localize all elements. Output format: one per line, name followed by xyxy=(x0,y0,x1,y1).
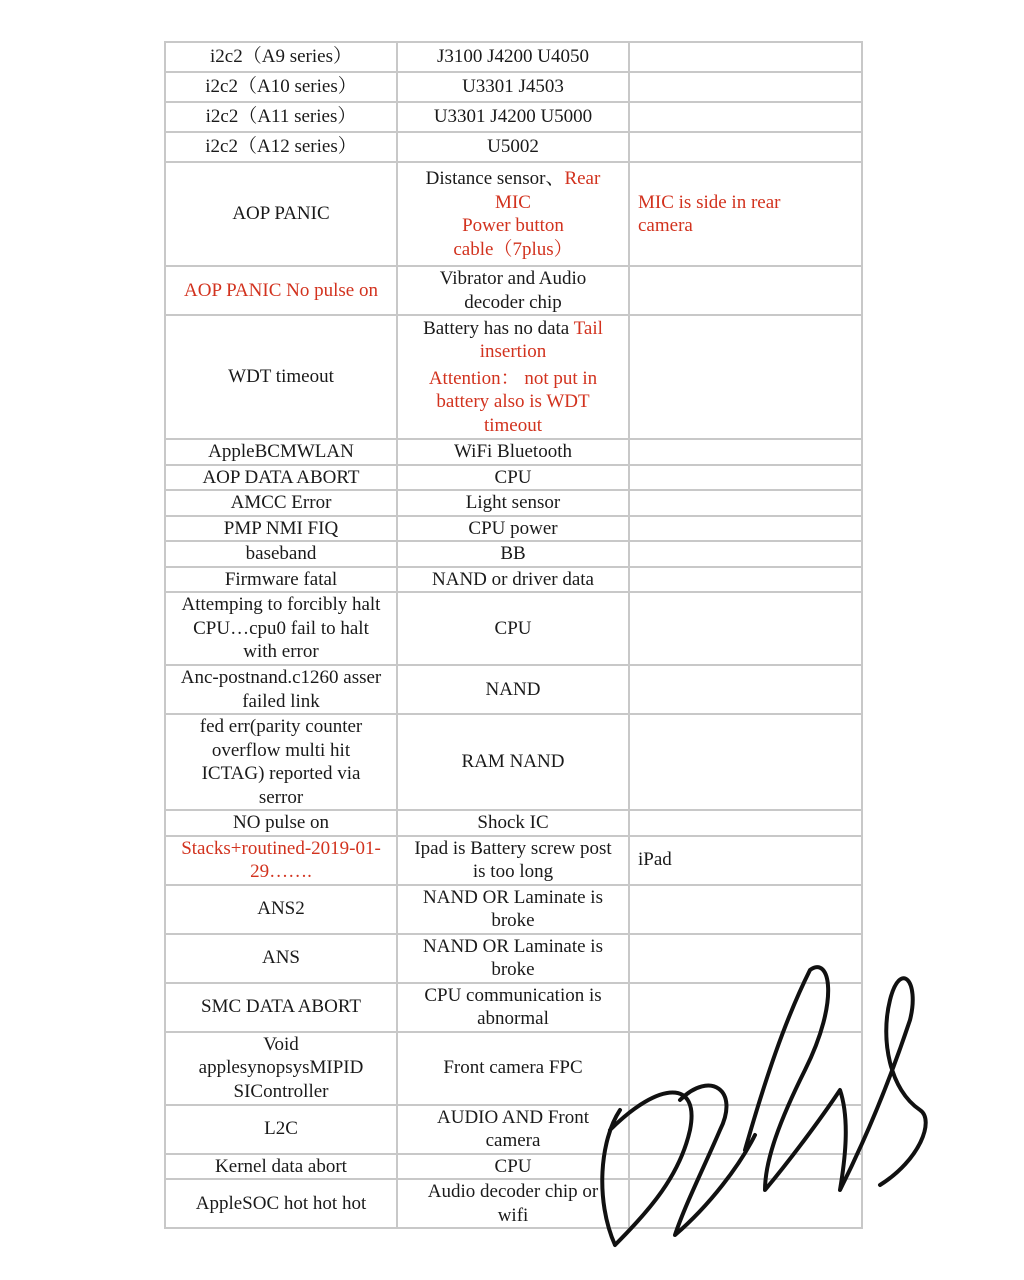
table-row xyxy=(165,1154,862,1180)
note-cell xyxy=(629,465,862,491)
cause-text: decoder chip xyxy=(464,291,562,313)
error-cell: AMCC Error xyxy=(165,490,397,516)
note-cell xyxy=(629,490,862,516)
note-cell xyxy=(629,1154,862,1180)
note-cell xyxy=(629,885,862,934)
cause-cell xyxy=(397,315,629,439)
cause-cell xyxy=(397,983,629,1032)
error-text: ICTAG) reported via xyxy=(201,763,361,784)
error-text: CPU…cpu0 fail to halt xyxy=(193,617,369,639)
cause-text: CPU communication is xyxy=(424,984,602,1006)
table-row xyxy=(165,439,862,465)
cause-cell xyxy=(397,934,629,983)
cause-text: Distance sensor、 xyxy=(425,168,565,189)
error-cell: i2c2（A12 series） xyxy=(165,132,397,162)
cause-highlight: MIC xyxy=(495,191,531,213)
error-cell: ANS xyxy=(165,934,397,983)
cause-text: camera xyxy=(485,1130,541,1151)
error-cell xyxy=(165,665,397,714)
note-cell xyxy=(629,516,862,542)
cause-text: Audio decoder chip or xyxy=(427,1181,599,1202)
cause-text: abnormal xyxy=(477,1008,549,1029)
error-cell xyxy=(165,1032,397,1105)
table-row xyxy=(165,490,862,516)
note-cell xyxy=(629,266,862,315)
cause-cell: Shock IC xyxy=(397,810,629,836)
note-cell xyxy=(629,934,862,983)
cause-cell: CPU xyxy=(397,465,629,491)
table-row xyxy=(165,1032,862,1105)
cause-text: broke xyxy=(491,910,535,931)
cause-text: is too long xyxy=(472,861,554,882)
cause-highlight: Power button xyxy=(462,215,564,236)
error-cell: i2c2（A9 series） xyxy=(165,42,397,72)
error-text: serror xyxy=(258,786,304,808)
note-cell xyxy=(629,810,862,836)
attention-note: Attention： not put in xyxy=(428,367,598,389)
error-cell: Firmware fatal xyxy=(165,567,397,593)
cause-text: Vibrator and Audio xyxy=(439,268,587,289)
error-cell: Kernel data abort xyxy=(165,1154,397,1180)
note-cell xyxy=(629,1105,862,1154)
cause-cell: NAND or driver data xyxy=(397,567,629,593)
note-cell xyxy=(629,714,862,810)
cause-cell: CPU xyxy=(397,1154,629,1180)
error-cell: baseband xyxy=(165,541,397,567)
error-text: applesynopsysMIPID xyxy=(198,1057,364,1079)
table-row xyxy=(165,836,862,885)
cause-highlight: insertion xyxy=(479,341,547,363)
error-cell: NO pulse on xyxy=(165,810,397,836)
cause-cell xyxy=(397,885,629,934)
cause-text: NAND OR Laminate is xyxy=(423,935,603,957)
note-cell: iPad xyxy=(629,836,862,885)
error-text: Anc-postnand.c1260 asser xyxy=(180,667,382,688)
error-text: failed link xyxy=(242,690,320,712)
table-row xyxy=(165,162,862,266)
error-text: Attemping to forcibly halt xyxy=(181,594,381,616)
cause-text: NAND OR Laminate is xyxy=(423,886,603,908)
error-text: overflow multi hit xyxy=(211,739,351,761)
error-cell: L2C xyxy=(165,1105,397,1154)
table-row xyxy=(165,592,862,665)
error-cell xyxy=(165,592,397,665)
error-cell: PMP NMI FIQ xyxy=(165,516,397,542)
table-row xyxy=(165,714,862,810)
note-highlight: MIC is side in rear xyxy=(638,191,781,213)
cause-text: Ipad is Battery screw post xyxy=(414,837,612,859)
table-row xyxy=(165,541,862,567)
cause-text: AUDIO AND Front xyxy=(437,1106,589,1128)
table-row xyxy=(165,516,862,542)
error-cell: SMC DATA ABORT xyxy=(165,983,397,1032)
panic-diagnosis-table xyxy=(164,41,863,1229)
note-cell xyxy=(629,439,862,465)
attention-note: timeout xyxy=(483,414,543,436)
error-cell: i2c2（A10 series） xyxy=(165,72,397,102)
cause-cell: RAM NAND xyxy=(397,714,629,810)
note-cell xyxy=(629,315,862,439)
cause-text: wifi xyxy=(497,1204,529,1226)
table-row xyxy=(165,132,862,162)
error-cell: AOP PANIC xyxy=(165,162,397,266)
error-cell: AOP PANIC No pulse on xyxy=(165,266,397,315)
note-cell xyxy=(629,132,862,162)
table-row xyxy=(165,665,862,714)
cause-cell: Front camera FPC xyxy=(397,1032,629,1105)
cause-highlight: Tail xyxy=(573,317,603,339)
note-highlight: camera xyxy=(638,215,693,236)
table-row xyxy=(165,810,862,836)
cause-cell: U3301 J4200 U5000 xyxy=(397,102,629,132)
error-cell: ANS2 xyxy=(165,885,397,934)
table-row xyxy=(165,1179,862,1228)
cause-cell: BB xyxy=(397,541,629,567)
cause-cell: NAND xyxy=(397,665,629,714)
error-cell: AppleSOC hot hot hot xyxy=(165,1179,397,1228)
table-row xyxy=(165,885,862,934)
table-row xyxy=(165,42,862,72)
error-text: SIController xyxy=(233,1080,329,1102)
error-text: with error xyxy=(243,641,319,663)
cause-cell xyxy=(397,1179,629,1228)
error-highlight: 29……. xyxy=(250,861,312,882)
cause-cell: Light sensor xyxy=(397,490,629,516)
note-cell xyxy=(629,541,862,567)
note-cell xyxy=(629,162,862,266)
table-row xyxy=(165,102,862,132)
note-cell xyxy=(629,1179,862,1228)
cause-text: Battery has no data xyxy=(423,317,570,339)
note-cell xyxy=(629,665,862,714)
cause-cell: U3301 J4503 xyxy=(397,72,629,102)
table-row xyxy=(165,266,862,315)
note-cell xyxy=(629,72,862,102)
cause-cell xyxy=(397,836,629,885)
error-highlight: Stacks+routined-2019-01- xyxy=(181,837,381,859)
table-row xyxy=(165,1105,862,1154)
table-row xyxy=(165,983,862,1032)
note-cell xyxy=(629,567,862,593)
cause-cell xyxy=(397,1105,629,1154)
table-row xyxy=(165,465,862,491)
cause-cell: J3100 J4200 U4050 xyxy=(397,42,629,72)
error-cell: AppleBCMWLAN xyxy=(165,439,397,465)
error-text: fed err(parity counter xyxy=(199,716,363,737)
note-cell xyxy=(629,983,862,1032)
note-cell xyxy=(629,102,862,132)
cause-cell: CPU power xyxy=(397,516,629,542)
cause-cell: WiFi Bluetooth xyxy=(397,439,629,465)
cause-cell: U5002 xyxy=(397,132,629,162)
attention-note: battery also is WDT xyxy=(436,391,590,413)
error-cell xyxy=(165,836,397,885)
cause-highlight: cable（7plus） xyxy=(453,238,573,260)
cause-highlight: Rear xyxy=(564,168,601,189)
note-cell xyxy=(629,1032,862,1105)
note-cell xyxy=(629,592,862,665)
cause-cell: CPU xyxy=(397,592,629,665)
table-row xyxy=(165,72,862,102)
table-row xyxy=(165,934,862,983)
cause-cell xyxy=(397,266,629,315)
note-cell xyxy=(629,42,862,72)
error-cell: WDT timeout xyxy=(165,315,397,439)
table-row xyxy=(165,315,862,439)
error-cell xyxy=(165,714,397,810)
cause-text: broke xyxy=(491,959,535,980)
error-cell: AOP DATA ABORT xyxy=(165,465,397,491)
error-text: Void xyxy=(263,1033,299,1055)
table-row xyxy=(165,567,862,593)
cause-cell xyxy=(397,162,629,266)
error-cell: i2c2（A11 series） xyxy=(165,102,397,132)
